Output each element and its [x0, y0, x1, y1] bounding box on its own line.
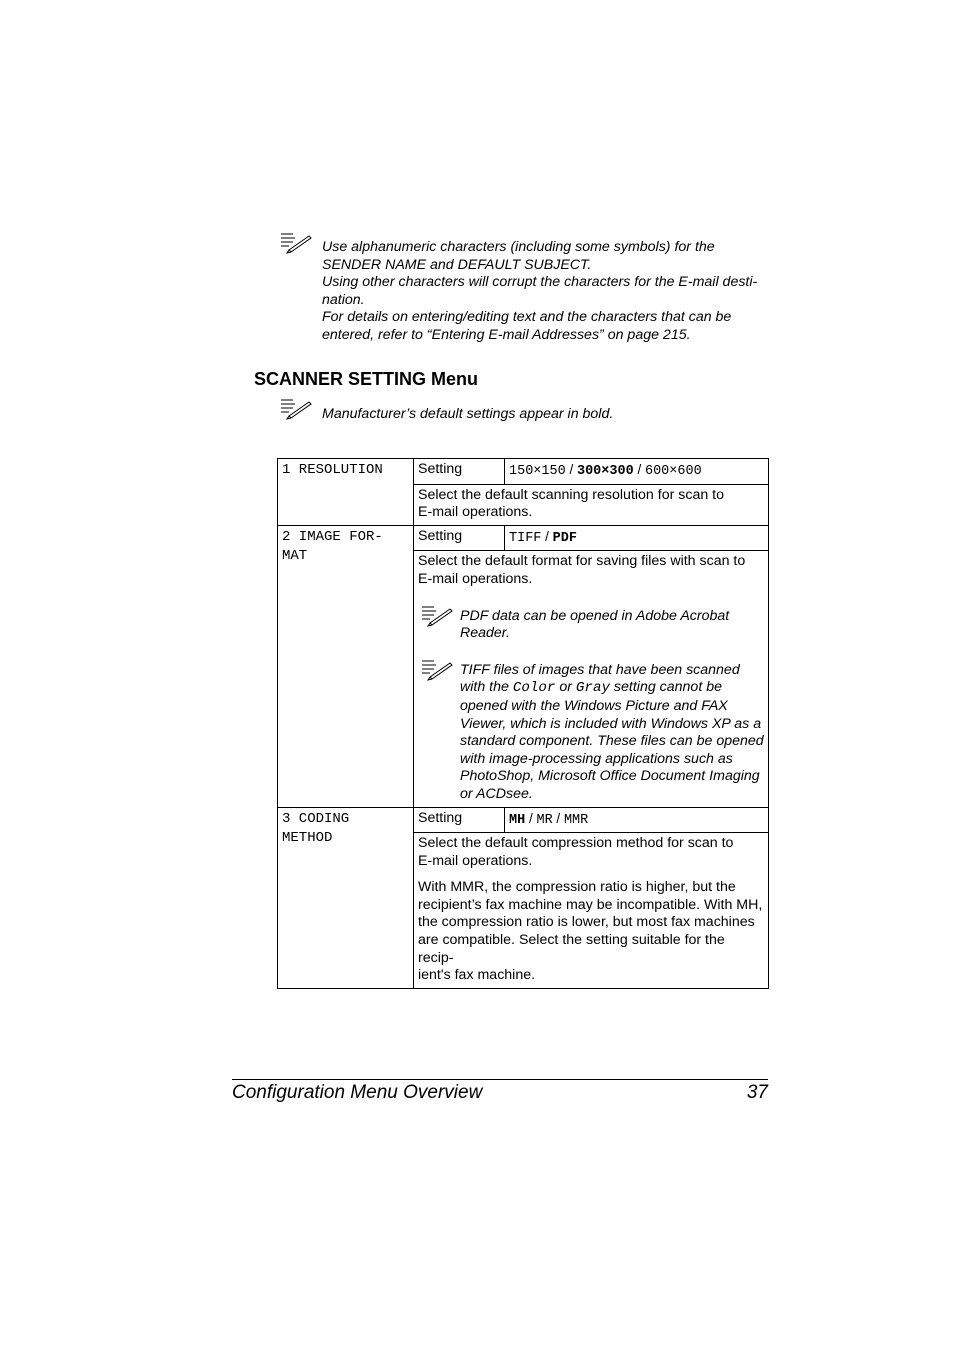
menu-key-line: 3 CODING: [282, 810, 350, 827]
separator: /: [525, 810, 537, 826]
menu-key-line: MAT: [282, 548, 308, 565]
top-note: [322, 239, 772, 345]
setting-label: Setting: [414, 525, 505, 551]
setting-description: [414, 551, 769, 807]
note-line: PDF data can be opened in Adobe Acrobat: [460, 607, 730, 624]
note-pencil-icon: [420, 605, 454, 627]
note-line: For details on entering/editing text and the characters that can be: [322, 309, 732, 326]
setting-values: [505, 459, 769, 485]
desc-line: Select the default scanning resolution for scan to: [418, 486, 725, 503]
note-pencil-icon: [420, 659, 454, 681]
option-value-default: 300×300: [576, 464, 634, 479]
option-value: 150×150: [509, 464, 566, 479]
setting-description: [414, 484, 769, 525]
note-line: Viewer, which is included with Windows XP as a: [460, 715, 762, 732]
footer-rule: [232, 1079, 768, 1080]
note-line: PhotoShop, Microsoft Office Document Imaging: [460, 768, 760, 785]
desc-line: ient's fax machine.: [418, 967, 536, 984]
note-line: TIFF files of images that have been scanned: [460, 661, 740, 678]
menu-key-image-format: [278, 525, 414, 807]
separator: /: [565, 462, 577, 477]
desc-line: the compression ratio is lower, but most fax machines: [418, 914, 755, 931]
note-line: with image-processing applications such as: [460, 750, 733, 767]
note-line: Use alphanumeric characters (including some symbols) for the: [322, 239, 715, 255]
note-pencil-icon: [279, 232, 313, 254]
table-row: [278, 525, 769, 551]
desc-line: recipient’s fax machine may be incompatible. With MH,: [418, 896, 763, 913]
menu-key-line: 1 RESOLUTION: [282, 462, 383, 478]
option-value: MMR: [563, 812, 589, 828]
tiff-note: [418, 662, 764, 804]
note-text: with the: [460, 679, 513, 696]
menu-key-resolution: [278, 459, 414, 526]
menu-key-line: METHOD: [282, 830, 333, 846]
separator: /: [633, 462, 645, 477]
option-value: 600×600: [644, 464, 702, 479]
note-line: Using other characters will corrupt the characters for the E-mail desti-: [322, 274, 758, 291]
section-note: Manufacturer’s default settings appear in bold.: [322, 406, 614, 422]
desc-line: E-mail operations.: [418, 504, 533, 521]
scanner-setting-table: [277, 458, 769, 989]
setting-values: [505, 525, 769, 551]
note-code-color: Color: [512, 680, 556, 697]
option-value: TIFF: [509, 530, 542, 546]
section-title: SCANNER SETTING Menu: [254, 369, 479, 389]
desc-line: E-mail operations.: [418, 570, 533, 587]
note-code-gray: Gray: [575, 680, 610, 697]
desc-line: With MMR, the compression ratio is higher, but the: [418, 879, 736, 896]
desc-line: Select the default format for saving files with scan to: [418, 553, 746, 570]
note-line: nation.: [322, 291, 365, 308]
note-pencil-icon: [279, 398, 313, 420]
separator: /: [552, 810, 564, 826]
setting-values: [505, 807, 769, 833]
setting-label: Setting: [414, 807, 505, 833]
note-line: entered, refer to “Entering E-mail Addresses” on page 215.: [322, 326, 691, 343]
page-number: 37: [746, 1082, 768, 1103]
note-line: or ACDsee.: [460, 785, 533, 802]
note-line: opened with the Windows Picture and FAX: [460, 697, 728, 714]
pdf-note: [418, 608, 764, 643]
setting-label: Setting: [414, 459, 505, 485]
note-text: setting cannot be: [609, 679, 722, 696]
menu-key-coding-method: [278, 807, 414, 988]
footer-title: Configuration Menu Overview: [232, 1082, 483, 1103]
separator: /: [541, 528, 553, 544]
note-line: [460, 679, 764, 698]
desc-line: E-mail operations.: [418, 852, 533, 869]
option-value-default: MH: [509, 812, 526, 828]
setting-description: [414, 833, 769, 989]
note-line: SENDER NAME and DEFAULT SUBJECT.: [322, 256, 592, 273]
note-line: Reader.: [460, 625, 510, 642]
note-line: standard component. These files can be opened: [460, 733, 764, 750]
option-value: MR: [536, 812, 553, 828]
table-row: [278, 807, 769, 833]
table-row: [278, 459, 769, 485]
desc-line: Select the default compression method for scan to: [418, 835, 734, 852]
note-text: or: [555, 679, 576, 696]
option-value-default: PDF: [552, 530, 577, 546]
desc-line: are compatible. Select the setting suitable for the recip-: [418, 932, 725, 966]
menu-key-line: 2 IMAGE FOR-: [282, 528, 383, 545]
